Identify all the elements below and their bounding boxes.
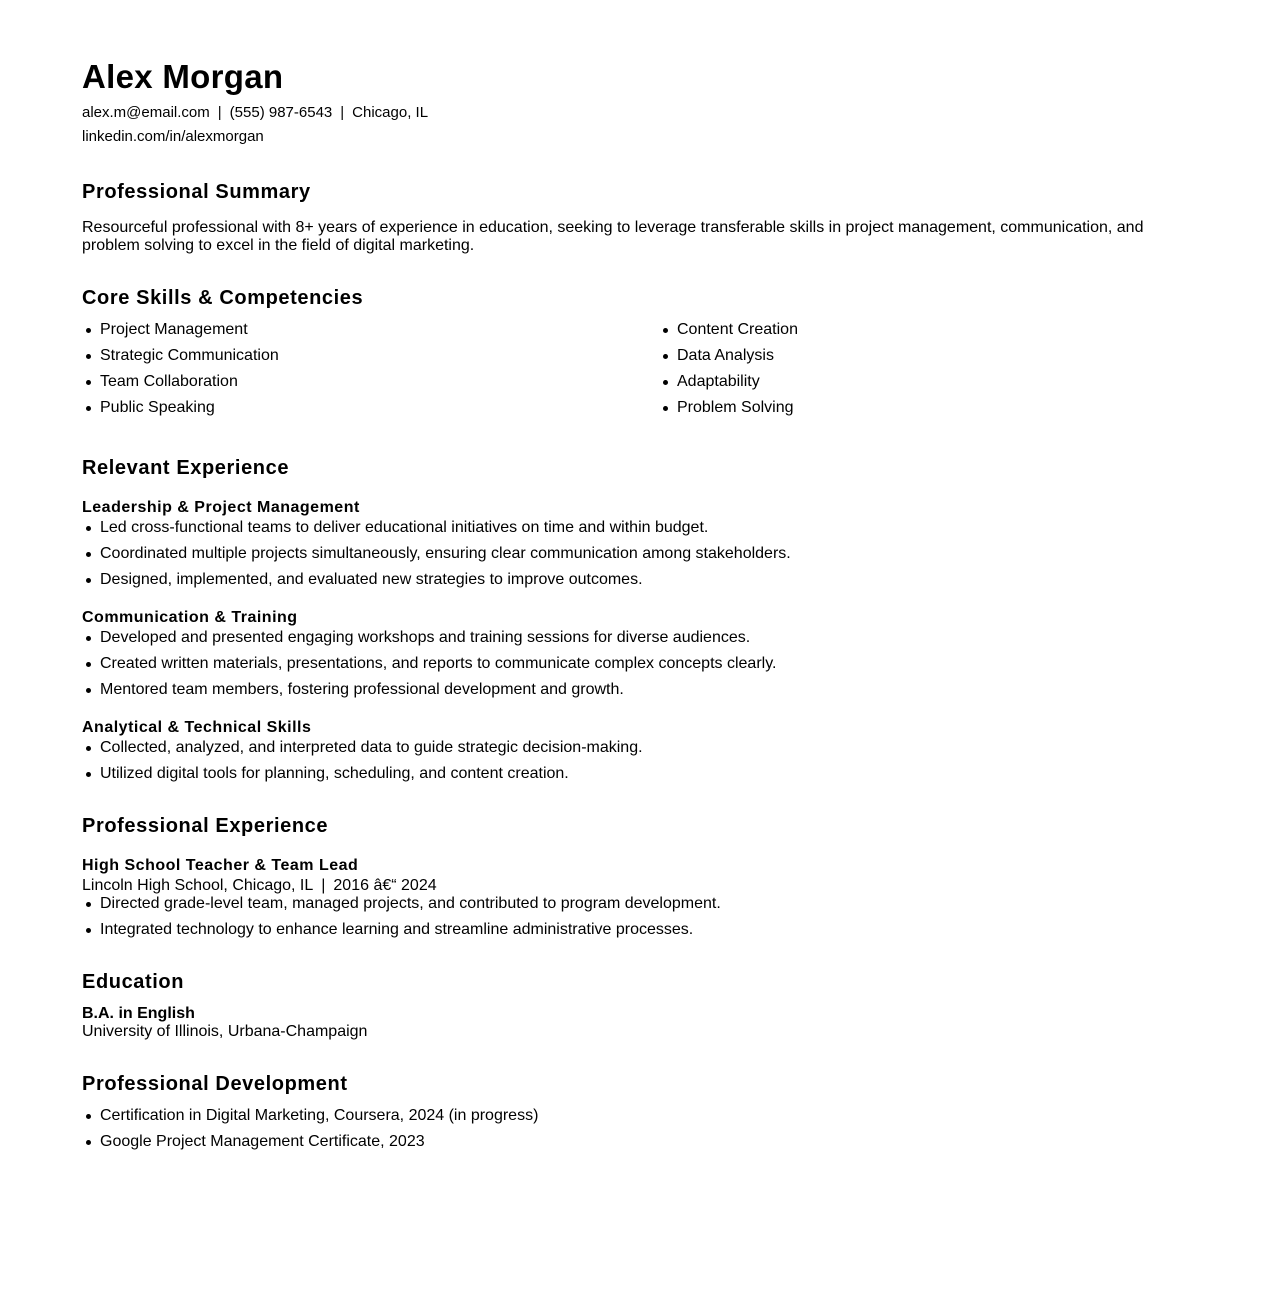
bullet-item: Designed, implemented, and evaluated new strategies to improve outcomes. bbox=[82, 567, 791, 593]
development-item: Certification in Digital Marketing, Coursera, 2024 (in progress) bbox=[82, 1103, 538, 1129]
separator: | bbox=[321, 877, 326, 894]
subheading-leadership: Leadership & Project Management bbox=[82, 499, 360, 516]
development-item: Google Project Management Certificate, 2023 bbox=[82, 1129, 538, 1155]
bullet-item: Created written materials, presentations, and reports to communicate complex concepts clearly. bbox=[82, 651, 776, 677]
skill-item: Project Management bbox=[82, 317, 279, 343]
skill-item: Data Analysis bbox=[659, 343, 798, 369]
separator: | bbox=[340, 104, 345, 121]
section-title-professional-experience: Professional Experience bbox=[82, 815, 329, 837]
communication-bullets bbox=[82, 625, 776, 703]
leadership-bullets bbox=[82, 515, 791, 593]
email: alex.m@email.com bbox=[82, 104, 210, 121]
skill-item: Team Collaboration bbox=[82, 369, 279, 395]
subheading-communication: Communication & Training bbox=[82, 609, 298, 626]
linkedin-url: linkedin.com/in/alexmorgan bbox=[82, 128, 264, 145]
skill-item: Adaptability bbox=[659, 369, 798, 395]
job-dates: 2016 â€“ 2024 bbox=[333, 877, 437, 894]
skill-item: Strategic Communication bbox=[82, 343, 279, 369]
section-title-professional-development: Professional Development bbox=[82, 1073, 348, 1095]
bullet-item: Collected, analyzed, and interpreted data to guide strategic decision-making. bbox=[82, 735, 643, 761]
skill-item: Public Speaking bbox=[82, 395, 279, 421]
skill-item: Content Creation bbox=[659, 317, 798, 343]
location: Chicago, IL bbox=[352, 104, 429, 121]
bullet-item: Developed and presented engaging workshops and training sessions for diverse audiences. bbox=[82, 625, 776, 651]
analytical-bullets bbox=[82, 735, 643, 787]
skills-list-left bbox=[82, 317, 279, 421]
section-title-relevant-experience: Relevant Experience bbox=[82, 457, 290, 479]
job-bullets bbox=[82, 891, 721, 943]
bullet-item: Utilized digital tools for planning, scheduling, and content creation. bbox=[82, 761, 643, 787]
section-title-skills: Core Skills & Competencies bbox=[82, 287, 364, 309]
section-title-summary: Professional Summary bbox=[82, 181, 311, 203]
subheading-analytical: Analytical & Technical Skills bbox=[82, 719, 312, 736]
contact-line bbox=[82, 103, 428, 123]
summary-text: Resourceful professional with 8+ years of experience in education, seeking to leverage transferable skills in project management, communication, and problem solving to excel in the field of digital marketing. bbox=[82, 219, 1144, 254]
bullet-item: Coordinated multiple projects simultaneously, ensuring clear communication among stakeholders. bbox=[82, 541, 791, 567]
bullet-item: Mentored team members, fostering professional development and growth. bbox=[82, 677, 776, 703]
bullet-item: Directed grade-level team, managed projects, and contributed to program development. bbox=[82, 891, 721, 917]
candidate-name: Alex Morgan bbox=[82, 58, 284, 95]
employer: Lincoln High School, Chicago, IL bbox=[82, 877, 314, 894]
degree: B.A. in English bbox=[82, 1005, 195, 1022]
school: University of Illinois, Urbana-Champaign bbox=[82, 1023, 368, 1040]
development-list bbox=[82, 1103, 538, 1155]
section-title-education: Education bbox=[82, 971, 185, 993]
bullet-item: Integrated technology to enhance learning and streamline administrative processes. bbox=[82, 917, 721, 943]
skill-item: Problem Solving bbox=[659, 395, 798, 421]
phone: (555) 987-6543 bbox=[229, 104, 333, 121]
bullet-item: Led cross-functional teams to deliver educational initiatives on time and within budget. bbox=[82, 515, 791, 541]
job-title: High School Teacher & Team Lead bbox=[82, 857, 359, 874]
skills-list-right bbox=[659, 317, 798, 421]
separator: | bbox=[217, 104, 222, 121]
